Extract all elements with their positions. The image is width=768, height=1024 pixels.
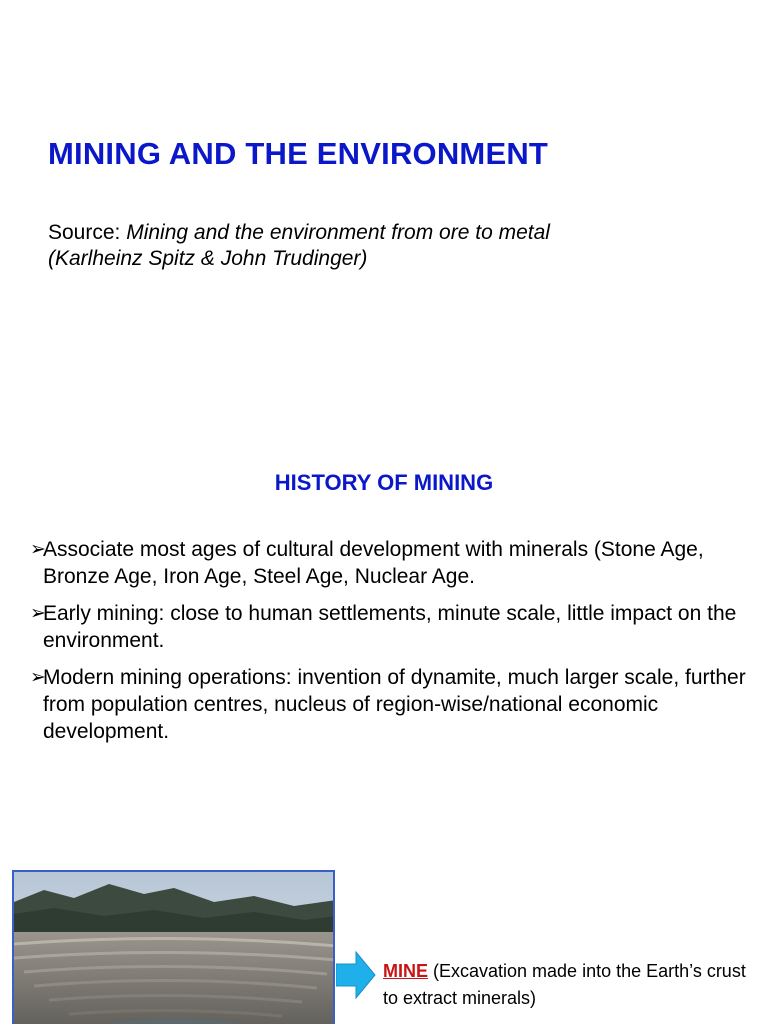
open-pit-mine-image [12, 870, 335, 1024]
source-authors: (Karlheinz Spitz & John Trudinger) [48, 247, 368, 270]
bullet-arrow-icon: ➢ [30, 603, 46, 624]
page-title: MINING AND THE ENVIRONMENT [48, 136, 549, 171]
bullet-text: Associate most ages of cultural development with minerals (Stone Age, Bronze Age, Iron Age, Steel Age, Nuclear Age. [43, 538, 704, 588]
source-book-title: Mining and the environment from ore to metal [126, 221, 550, 244]
mine-definition [383, 958, 763, 1012]
bullet-arrow-icon: ➢ [30, 539, 46, 560]
list-item [30, 664, 760, 745]
bullet-text: Early mining: close to human settlements, minute scale, little impact on the environment. [43, 602, 737, 652]
source-citation [48, 220, 688, 272]
bullet-arrow-icon: ➢ [30, 667, 46, 688]
list-item [30, 536, 760, 590]
mine-definition-text: (Excavation made into the Earth’s crust to extract minerals) [383, 961, 746, 1008]
right-arrow-icon [336, 950, 376, 1000]
mine-term: MINE [383, 961, 428, 981]
history-bullet-list [30, 536, 760, 755]
history-heading: HISTORY OF MINING [274, 470, 494, 495]
list-item [30, 600, 760, 654]
source-label: Source: [48, 221, 127, 244]
bullet-text: Modern mining operations: invention of dynamite, much larger scale, further from population centres, nucleus of region-wise/national economic development. [43, 666, 746, 743]
